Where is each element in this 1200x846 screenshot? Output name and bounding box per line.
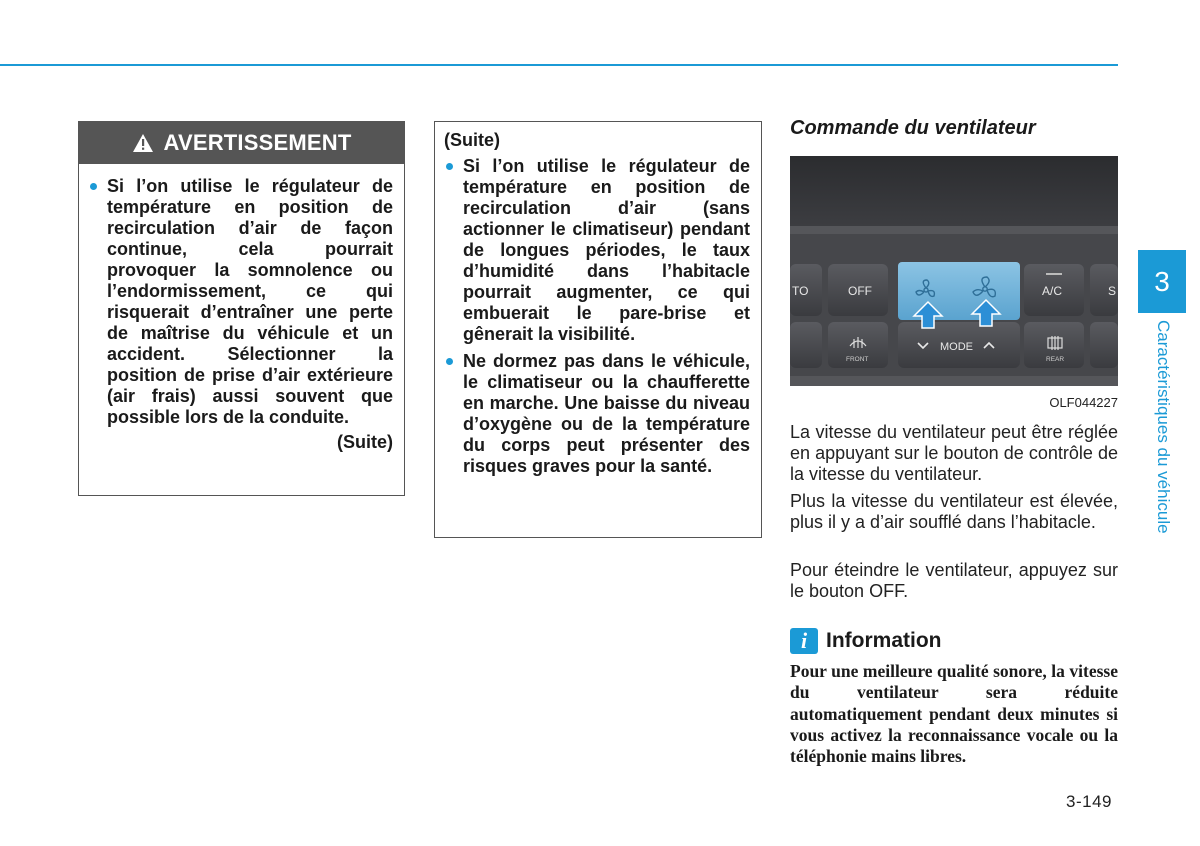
warning-triangle-icon xyxy=(132,133,154,153)
climate-panel-illustration xyxy=(790,156,1118,414)
continued-bullet-text: Ne dormez pas dans le véhicule, le climatiseur ou la chaufferette en marche. Une baisse du niveau d’oxygène ou de la température du corps peut présenter des risques graves pour la santé. xyxy=(463,351,750,476)
s-label: S xyxy=(1108,284,1117,298)
warning-box xyxy=(78,121,405,496)
paragraph: Plus la vitesse du ventilateur est élevée, plus il y a d’air soufflé dans l’habitacle. xyxy=(790,491,1118,532)
front-label: FRONT xyxy=(846,356,869,363)
paragraph: La vitesse du ventilateur peut être réglée en appuyant sur le bouton de contrôle de la vitesse du ventilateur. xyxy=(790,422,1118,484)
page-number: 3-149 xyxy=(1066,792,1112,811)
information-title: Information xyxy=(826,629,942,652)
information-text: Pour une meilleure qualité sonore, la vitesse du ventilateur sera réduite automatiquement pendant deux minutes si vous activez la reconnaissance vocale ou la téléphonie mains libres. xyxy=(790,661,1118,767)
mode-label: MODE xyxy=(940,341,973,353)
continued-bullet-text: Si l’on utilise le régulateur de température en position de recirculation d’air (sans actionner le climatiseur) pendant de longues périodes, le taux d’humidité dans l’habitacle pourrait augmenter, ce qui embuerait le pare-brise et gênerait la visibilité. xyxy=(463,156,750,344)
continued-heading: (Suite) xyxy=(444,130,500,150)
continued-bullet xyxy=(444,156,750,345)
rear-label: REAR xyxy=(1046,356,1065,363)
figure-code: OLF044227 xyxy=(1049,395,1118,410)
info-icon: i xyxy=(790,628,818,654)
warning-suite: (Suite) xyxy=(337,432,393,452)
continued-bullet xyxy=(444,351,750,477)
warning-header xyxy=(79,122,404,164)
auto-label: TO xyxy=(792,284,809,298)
warning-bullet xyxy=(88,176,393,428)
information-header xyxy=(790,628,942,654)
ac-label: A/C xyxy=(1042,284,1063,298)
continued-warning-box xyxy=(434,121,762,538)
top-rule xyxy=(0,64,1118,66)
fan-control-figure xyxy=(790,156,1118,414)
off-label: OFF xyxy=(848,284,872,298)
warning-title: AVERTISSEMENT xyxy=(163,130,352,155)
bullet-dot-icon xyxy=(446,163,453,170)
chapter-name: Caractéristiques du véhicule xyxy=(1154,320,1173,534)
bullet-dot-icon xyxy=(446,358,453,365)
paragraph: Pour éteindre le ventilateur, appuyez sur le bouton OFF. xyxy=(790,560,1118,601)
warning-body xyxy=(79,164,404,453)
warning-bullet-text: Si l’on utilise le régulateur de température en position de recirculation d’air de façon continue, cela pourrait provoquer la somnolence ou l’endormissement, ce qui risquerait d’entraîner une perte de maîtrise du véhicule et un accident. Sélectionner la position de prise d’air extérieure (air frais) aussi souvent que possible lors de la conduite. xyxy=(107,176,393,427)
bullet-dot-icon xyxy=(90,183,97,190)
section-title: Commande du ventilateur xyxy=(790,117,1036,139)
chapter-tab: 3 xyxy=(1138,250,1186,313)
